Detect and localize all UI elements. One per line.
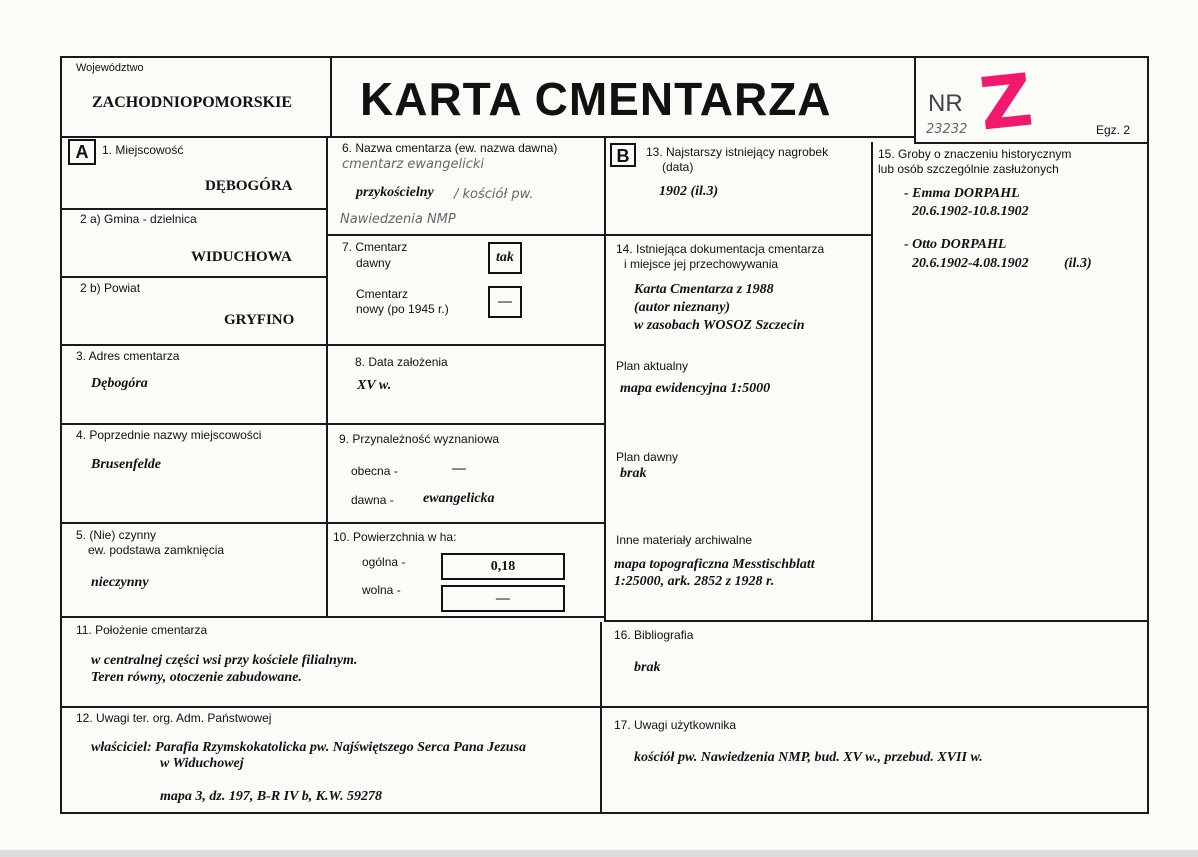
polozenie-label: 11. Położenie cmentarza	[76, 623, 208, 637]
divider	[60, 522, 606, 524]
divider	[604, 136, 606, 622]
wolna-label: wolna -	[362, 583, 401, 597]
divider	[60, 276, 328, 278]
plan-aktualny-value: mapa ewidencyjna 1:5000	[620, 381, 771, 396]
polozenie-value-1: w centralnej części wsi przy kościele filialnym.	[91, 653, 358, 668]
section-b-badge: B	[610, 143, 636, 167]
nowy-label: Cmentarz	[356, 287, 409, 301]
groby-label: 15. Groby o znaczeniu historycznym	[878, 147, 1072, 161]
czynny-value: nieczynny	[91, 575, 149, 590]
obecna-label: obecna -	[351, 464, 398, 478]
powierzchnia-label: 10. Powierzchnia w ha:	[333, 530, 457, 544]
divider	[914, 56, 916, 144]
grob-2-name: - Otto DORPAHL	[904, 237, 1007, 252]
uwagi-uzytkownika-label: 17. Uwagi użytkownika	[614, 718, 737, 732]
powiat-value: GRYFINO	[224, 312, 295, 328]
nazwa-handwritten-3: Nawiedzenia NMP	[340, 212, 456, 227]
czynny-label: 5. (Nie) czynny	[76, 528, 157, 542]
divider	[60, 423, 606, 425]
nowy-sublabel: nowy (po 1945 r.)	[356, 302, 449, 316]
divider	[60, 706, 1149, 708]
grob-1-dates: 20.6.1902-10.8.1902	[912, 204, 1029, 219]
miejscowosc-value: DĘBOGÓRA	[205, 178, 293, 194]
plan-dawny-label: Plan dawny	[616, 450, 679, 464]
bibliografia-value: brak	[634, 660, 661, 675]
wolna-value-box[interactable]: —	[441, 585, 565, 612]
nazwa-handwritten-1: cmentarz ewangelicki	[342, 157, 485, 172]
dokumentacja-value-2: (autor nieznany)	[634, 300, 731, 315]
divider	[60, 344, 606, 346]
data-zalozenia-value: XV w.	[357, 378, 392, 393]
dokumentacja-value-3: w zasobach WOSOZ Szczecin	[634, 318, 805, 333]
section-a-badge: A	[68, 139, 96, 165]
egz-label: Egz. 2	[1096, 123, 1131, 137]
inne-materialy-label: Inne materiały archiwalne	[616, 533, 753, 547]
nazwa-label: 6. Nazwa cmentarza (ew. nazwa dawna)	[342, 141, 558, 155]
divider	[60, 616, 606, 618]
grob-2-dates: 20.6.1902-4.08.1902	[912, 256, 1029, 271]
dawny-checkbox[interactable]: tak	[488, 242, 522, 274]
uwagi-adm-value-1: właściciel: Parafia Rzymskokatolicka pw. Najświętszego Serca Pana Jezusa	[91, 740, 527, 755]
wojewodztwo-value: ZACHODNIOPOMORSKIE	[92, 94, 293, 111]
nr-handwritten: 23232	[926, 122, 968, 137]
dawna-value: ewangelicka	[423, 491, 495, 506]
dokumentacja-value-1: Karta Cmentarza z 1988	[634, 282, 774, 297]
poprzednie-value: Brusenfelde	[91, 457, 161, 472]
uwagi-adm-value-3: mapa 3, dz. 197, B-R IV b, K.W. 59278	[160, 789, 382, 804]
gmina-label: 2 a) Gmina - dzielnica	[80, 212, 197, 226]
dokumentacja-label: 14. Istniejąca dokumentacja cmentarza	[616, 242, 825, 256]
divider	[604, 620, 1149, 622]
uwagi-adm-value-2: w Widuchowej	[160, 756, 244, 771]
ogolna-value-box[interactable]: 0,18	[441, 553, 565, 580]
nagrobek-value: 1902 (il.3)	[659, 184, 719, 199]
adres-value: Dębogóra	[91, 376, 148, 391]
dawny-label: 7. Cmentarz	[342, 240, 408, 254]
divider	[330, 56, 332, 138]
divider	[914, 142, 1149, 144]
poprzednie-label: 4. Poprzednie nazwy miejscowości	[76, 428, 262, 442]
ogolna-label: ogólna -	[362, 555, 406, 569]
gmina-value: WIDUCHOWA	[191, 249, 292, 265]
divider	[60, 136, 916, 138]
plan-aktualny-label: Plan aktualny	[616, 359, 689, 373]
groby-sublabel: lub osób szczególnie zasłużonych	[878, 162, 1059, 176]
nazwa-handwritten-2: / kościół pw.	[454, 187, 534, 202]
inne-materialy-value-1: mapa topograficzna Messtischblatt	[614, 557, 815, 572]
nowy-checkbox[interactable]: —	[488, 286, 522, 318]
dawna-label: dawna -	[351, 493, 394, 507]
divider	[60, 208, 328, 210]
divider	[871, 142, 873, 622]
inne-materialy-value-2: 1:25000, ark. 2852 z 1928 r.	[614, 574, 775, 589]
data-zalozenia-label: 8. Data założenia	[355, 355, 448, 369]
nagrobek-label: 13. Najstarszy istniejący nagrobek	[646, 145, 829, 159]
miejscowosc-label: 1. Miejscowość	[102, 143, 184, 157]
dawny-sublabel: dawny	[356, 256, 391, 270]
obecna-value: —	[452, 461, 466, 476]
divider	[326, 234, 871, 236]
wojewodztwo-label: Województwo	[76, 62, 144, 74]
plan-dawny-value: brak	[620, 466, 647, 481]
uwagi-uzytkownika-value: kościół pw. Nawiedzenia NMP, bud. XV w., przebud. XVII w.	[634, 750, 983, 765]
przynaleznosc-label: 9. Przynależność wyznaniowa	[339, 432, 500, 446]
dokumentacja-sublabel: i miejsce jej przechowywania	[624, 257, 779, 271]
page-title: KARTA CMENTARZA	[360, 73, 832, 125]
uwagi-adm-label: 12. Uwagi ter. org. Adm. Państwowej	[76, 711, 272, 725]
nr-stamp: Z	[975, 57, 1037, 147]
grob-2-ref: (il.3)	[1064, 256, 1092, 271]
adres-label: 3. Adres cmentarza	[76, 349, 180, 363]
grob-1-name: - Emma DORPAHL	[904, 186, 1020, 201]
czynny-sublabel: ew. podstawa zamknięcia	[88, 543, 225, 557]
nr-label: NR	[928, 90, 963, 117]
nagrobek-sublabel: (data)	[662, 160, 694, 174]
divider	[600, 622, 602, 814]
bibliografia-label: 16. Bibliografia	[614, 628, 694, 642]
polozenie-value-2: Teren równy, otoczenie zabudowane.	[91, 670, 302, 685]
powiat-label: 2 b) Powiat	[80, 281, 141, 295]
nazwa-value: przykościelny	[356, 185, 434, 200]
